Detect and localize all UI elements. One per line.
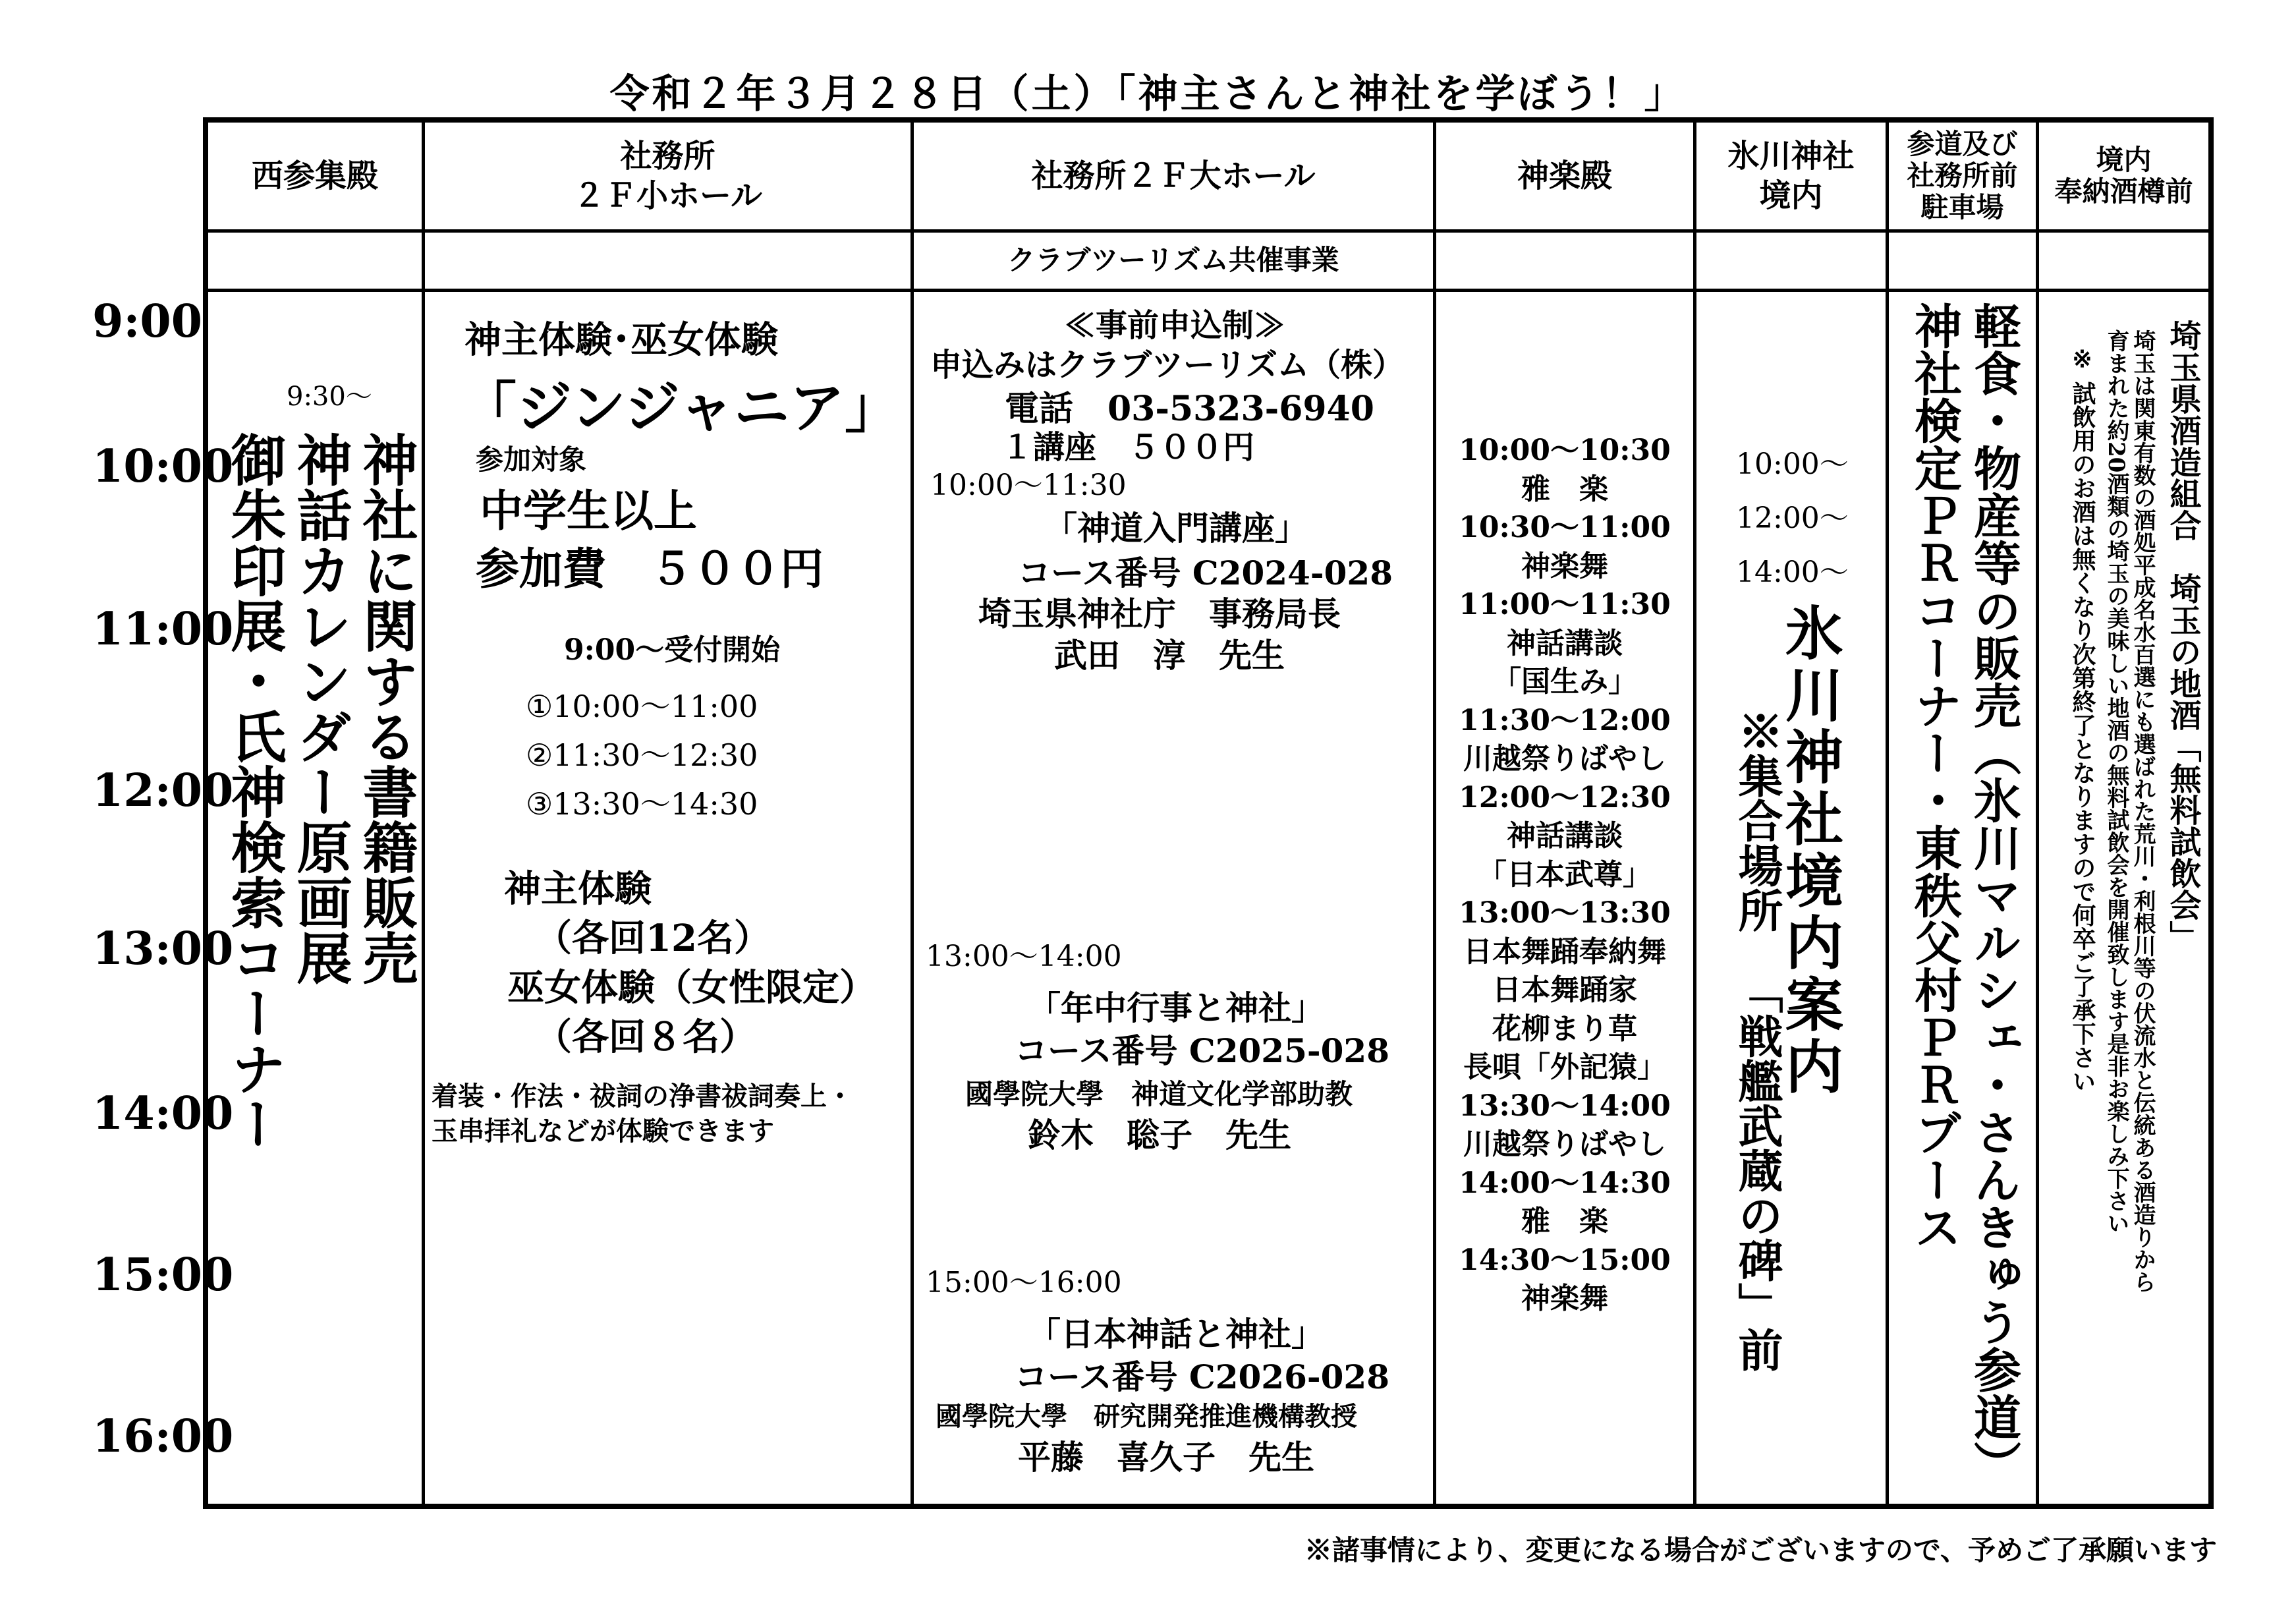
- sake-note: ※ 試飲用のお酒は無くなり次第終了となりますので何卒ご了承下さい: [2069, 346, 2096, 1093]
- time-label: 15:00: [92, 1249, 234, 1301]
- kannushi-experience: 神主体験: [504, 867, 652, 911]
- col-divider: [422, 120, 425, 1506]
- lecture-3-title: 「日本神話と神社」: [1028, 1315, 1324, 1353]
- kagura-schedule: [1436, 432, 1693, 1319]
- col-divider: [1886, 120, 1889, 1506]
- kagura-line: 神話講談: [1507, 819, 1623, 853]
- miko-experience: 巫女体験（女性限定）: [507, 966, 876, 1010]
- lecture-price: １講座 ５００円: [1001, 429, 1255, 466]
- kagura-line: 13:30～14:00: [1459, 1089, 1671, 1123]
- sake-description-2: 育まれた約20酒類の埼玉の美味しい地酒の無料試飲会を開催致します是非お楽しみ下さい: [2103, 329, 2129, 1235]
- experience-note-1: 着装・作法・祓詞の浄書祓詞奏上・: [432, 1081, 853, 1112]
- reservation-note: ≪事前申込制≫: [1064, 307, 1286, 344]
- time-label: 16:00: [92, 1410, 234, 1463]
- pr-corner: 神社検定ＰＲコーナー・東秩父村ＰＲブース: [1907, 302, 1963, 1251]
- col-header-sando: 参道及び 社務所前 駐車場: [1907, 127, 2018, 224]
- footer-note: ※諸事情により、変更になる場合がございますので、予めご了承願います: [1304, 1534, 2217, 1566]
- kannushi-capacity: （各回12名）: [535, 917, 771, 960]
- kagura-line: 14:30～15:00: [1459, 1243, 1671, 1277]
- jinjania-title: 「ジンジャニア」: [461, 375, 901, 440]
- lecture-3-org: 國學院大學 研究開発推進機構教授: [936, 1401, 1357, 1432]
- col-header-kagura: 神楽殿: [1517, 157, 1612, 194]
- kagura-line: 川越祭りばやし: [1463, 1127, 1666, 1161]
- lecture-3-lecturer: 平藤 喜久子 先生: [1018, 1438, 1314, 1477]
- meeting-point-place: 「戦艦武蔵の碑」前: [1731, 969, 1783, 1372]
- subheader-divider: [206, 289, 2211, 292]
- kagura-line: 12:00～12:30: [1459, 780, 1671, 814]
- kagura-line: 日本舞踊家: [1492, 973, 1637, 1007]
- sake-description-1: 埼玉は関東有数の酒処平成名水百選にも選ばれた荒川・利根川等の伏流水と伝統ある酒造りから: [2129, 329, 2156, 1293]
- time-label: 12:00: [92, 764, 234, 817]
- experience-note-2: 玉串拝礼などが体験できます: [432, 1116, 774, 1147]
- experience-heading: 神主体験･巫女体験: [464, 318, 778, 362]
- tour-time-3: 14:00～: [1736, 555, 1849, 589]
- food-sales: 軽食・物産等の販売（氷川マルシェ・さんきゅう参道）: [1966, 302, 2022, 1488]
- kagura-line: 川越祭りばやし: [1463, 742, 1666, 776]
- kagura-line: 花柳まり草: [1492, 1011, 1637, 1046]
- reception-time: 9:00～受付開始: [564, 633, 781, 667]
- nishi-goshuin: 御朱印展・氏神検索コーナー: [222, 432, 287, 1151]
- col-header-sake: 境内 奉納酒樽前: [2054, 143, 2193, 208]
- phone-number: 電話 03-5323-6940: [1005, 389, 1374, 429]
- kagura-line: 長唄「外記猿」: [1463, 1050, 1666, 1084]
- kagura-line: 10:00～10:30: [1459, 434, 1671, 467]
- col-divider: [910, 120, 914, 1506]
- miko-capacity: （各回８名）: [535, 1015, 756, 1059]
- lecture-1-title: 「神道入門講座」: [1044, 509, 1308, 548]
- kagura-line: 11:30～12:00: [1459, 703, 1671, 737]
- nishi-books: 神社に関する書籍販売: [354, 432, 419, 985]
- lecture-1-lecturer: 武田 淳 先生: [1054, 636, 1285, 675]
- tour-time-2: 12:00～: [1736, 501, 1849, 535]
- lecture-3-course: コース番号 C2026-028: [1015, 1357, 1389, 1396]
- kagura-line: 神話講談: [1507, 626, 1623, 660]
- session-2: ②11:30～12:30: [526, 737, 758, 773]
- lecture-2-lecturer: 鈴木 聡子 先生: [1028, 1116, 1291, 1154]
- kagura-line: 雅 楽: [1521, 472, 1608, 506]
- kagura-line: 雅 楽: [1521, 1205, 1608, 1238]
- lecture-1-org: 埼玉県神社庁 事務局長: [978, 594, 1341, 633]
- kagura-line: 11:00～11:30: [1459, 588, 1671, 621]
- kagura-line: 「日本武尊」: [1478, 857, 1652, 892]
- col-header-big-hall: 社務所２Ｆ大ホール: [1031, 157, 1316, 194]
- nishi-start-time: 9:30～: [287, 382, 372, 412]
- sub-header-club-tourism: クラブツーリズム共催事業: [1007, 244, 1339, 277]
- page-title: 令和２年３月２８日（土）「神主さんと神社を学ぼう！」: [609, 71, 1687, 117]
- lecture-1-time: 10:00～11:30: [930, 469, 1127, 502]
- apply-note: 申込みはクラブツーリズム（株）: [930, 347, 1405, 384]
- tour-time-1: 10:00～: [1736, 447, 1849, 481]
- target-label: 参加対象: [476, 443, 587, 476]
- meeting-point-label: ※集合場所: [1731, 708, 1783, 932]
- kagura-line: 日本舞踊奉納舞: [1463, 934, 1666, 969]
- time-label: 11:00: [92, 603, 234, 656]
- time-label: 9:00: [92, 295, 203, 348]
- session-1: ①10:00～11:00: [526, 689, 758, 724]
- target-value: 中学生以上: [480, 485, 697, 536]
- col-header-nishi: 西参集殿: [251, 157, 378, 194]
- col-header-keidai: 氷川神社 境内: [1727, 138, 1855, 214]
- fee: 参加費 ５００円: [476, 543, 824, 594]
- kagura-line: 神楽舞: [1521, 1282, 1608, 1315]
- shrine-tour-title: 氷川神社境内案内: [1776, 603, 1845, 1098]
- kagura-line: 14:00～14:30: [1459, 1166, 1671, 1200]
- lecture-2-time: 13:00～14:00: [926, 940, 1122, 973]
- sake-tasting-title: 埼玉県酒造組合 埼玉の地酒「無料試飲会」: [2164, 320, 2201, 952]
- col-divider: [2036, 120, 2039, 1506]
- session-3: ③13:30～14:30: [526, 786, 758, 822]
- kagura-line: 「国生み」: [1492, 665, 1637, 698]
- col-header-small-hall: 社務所 ２Ｆ小ホール: [573, 138, 763, 214]
- lecture-2-title: 「年中行事と神社」: [1028, 988, 1324, 1027]
- time-label: 10:00: [92, 440, 234, 493]
- nishi-calendar: 神話カレンダー原画展: [288, 432, 353, 985]
- lecture-1-course: コース番号 C2024-028: [1018, 554, 1393, 592]
- lecture-3-time: 15:00～16:00: [926, 1266, 1122, 1299]
- lecture-2-org: 國學院大學 神道文化学部助教: [965, 1078, 1353, 1110]
- kagura-line: 神楽舞: [1521, 549, 1608, 583]
- time-label: 13:00: [92, 923, 234, 975]
- lecture-2-course: コース番号 C2025-028: [1015, 1031, 1389, 1070]
- kagura-line: 13:00～13:30: [1459, 896, 1671, 930]
- col-divider: [1693, 120, 1696, 1506]
- time-label: 14:00: [92, 1087, 234, 1140]
- kagura-line: 10:30～11:00: [1459, 511, 1671, 544]
